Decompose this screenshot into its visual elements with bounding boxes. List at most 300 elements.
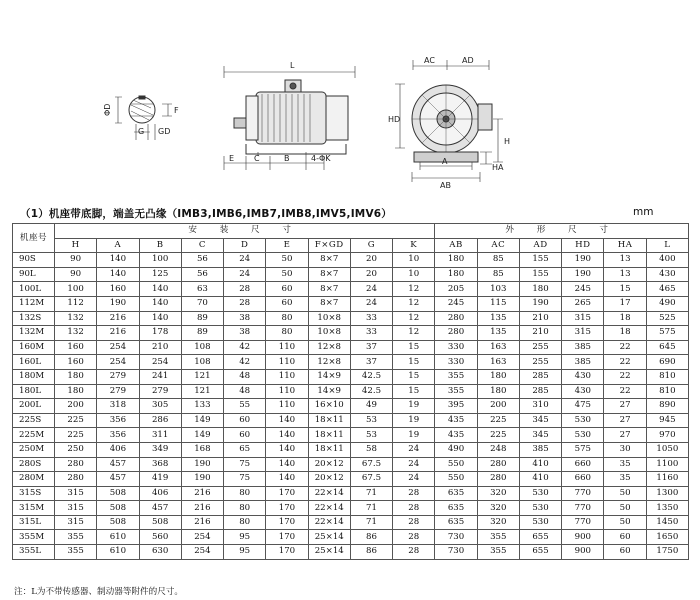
table-cell: 315 — [562, 311, 604, 326]
table-cell: 180 — [55, 369, 97, 384]
table-cell: 178 — [139, 326, 181, 341]
label-e: E — [229, 154, 235, 163]
table-cell: 65 — [224, 442, 266, 457]
table-cell: 38 — [224, 326, 266, 341]
table-cell: 24 — [224, 253, 266, 268]
table-cell: 190 — [181, 472, 223, 487]
column-header: E — [266, 238, 308, 253]
table-row — [13, 545, 689, 560]
table-cell: 53 — [350, 413, 392, 428]
label-gd: GD — [158, 127, 171, 136]
table-cell: 320 — [477, 501, 519, 516]
model-cell: 132S — [13, 311, 55, 326]
table-row — [13, 457, 689, 472]
column-header: HA — [604, 238, 646, 253]
label-ha: HA — [492, 163, 504, 172]
column-header: HD — [562, 238, 604, 253]
table-cell: 1160 — [646, 472, 688, 487]
table-cell: 140 — [266, 472, 308, 487]
table-cell: 18 — [604, 326, 646, 341]
column-header: B — [139, 238, 181, 253]
table-cell: 200 — [477, 399, 519, 414]
table-cell: 900 — [562, 530, 604, 545]
table-cell: 80 — [224, 515, 266, 530]
table-cell: 945 — [646, 413, 688, 428]
table-cell: 490 — [646, 296, 688, 311]
table-cell: 318 — [97, 399, 139, 414]
table-cell: 210 — [139, 340, 181, 355]
table-cell: 56 — [181, 253, 223, 268]
table-cell: 12 — [393, 296, 435, 311]
table-cell: 17 — [604, 296, 646, 311]
table-cell: 60 — [224, 413, 266, 428]
table-cell: 24 — [393, 457, 435, 472]
table-cell: 610 — [97, 545, 139, 560]
table-cell: 355 — [477, 530, 519, 545]
table-cell: 37 — [350, 340, 392, 355]
table-cell: 80 — [224, 501, 266, 516]
table-cell: 355 — [435, 384, 477, 399]
table-cell: 660 — [562, 472, 604, 487]
table-cell: 530 — [519, 486, 561, 501]
table-cell: 435 — [435, 428, 477, 443]
table-cell: 180 — [435, 267, 477, 282]
label-hd: HD — [388, 115, 401, 124]
table-cell: 265 — [562, 296, 604, 311]
table-cell: 103 — [477, 282, 519, 297]
table-cell: 248 — [477, 442, 519, 457]
table-cell: 22×14 — [308, 515, 350, 530]
table-cell: 508 — [97, 486, 139, 501]
table-cell: 1100 — [646, 457, 688, 472]
table-cell: 95 — [224, 545, 266, 560]
table-cell: 210 — [519, 311, 561, 326]
table-cell: 770 — [562, 501, 604, 516]
table-cell: 530 — [519, 515, 561, 530]
table-cell: 1300 — [646, 486, 688, 501]
table-cell: 71 — [350, 486, 392, 501]
table-cell: 10 — [393, 267, 435, 282]
table-row — [13, 515, 689, 530]
column-header: A — [97, 238, 139, 253]
table-cell: 210 — [519, 326, 561, 341]
column-header: G — [350, 238, 392, 253]
table-cell: 140 — [266, 428, 308, 443]
table-cell: 286 — [139, 413, 181, 428]
table-cell: 108 — [181, 355, 223, 370]
table-cell: 71 — [350, 515, 392, 530]
table-cell: 395 — [435, 399, 477, 414]
table-cell: 254 — [97, 355, 139, 370]
table-row — [13, 486, 689, 501]
table-cell: 435 — [435, 413, 477, 428]
table-cell: 42 — [224, 340, 266, 355]
outline-dimensions-header: 外 形 尺 寸 — [435, 224, 689, 239]
column-header: H — [55, 238, 97, 253]
table-cell: 10 — [393, 253, 435, 268]
table-cell: 28 — [393, 501, 435, 516]
side-view — [224, 66, 355, 170]
label-h: H — [504, 137, 511, 146]
table-cell: 27 — [604, 413, 646, 428]
table-cell: 200 — [55, 399, 97, 414]
table-cell: 385 — [562, 355, 604, 370]
table-cell: 90 — [55, 267, 97, 282]
table-cell: 80 — [266, 326, 308, 341]
table-cell: 190 — [562, 267, 604, 282]
table-cell: 135 — [477, 311, 519, 326]
column-header: C — [181, 238, 223, 253]
table-cell: 1050 — [646, 442, 688, 457]
table-row — [13, 384, 689, 399]
table-cell: 20 — [350, 253, 392, 268]
model-cell: 200L — [13, 399, 55, 414]
table-cell: 8×7 — [308, 267, 350, 282]
model-cell: 355M — [13, 530, 55, 545]
table-cell: 160 — [55, 355, 97, 370]
table-cell: 27 — [604, 428, 646, 443]
table-cell: 8×7 — [308, 296, 350, 311]
table-cell: 575 — [646, 326, 688, 341]
table-cell: 18×11 — [308, 442, 350, 457]
table-cell: 110 — [266, 355, 308, 370]
table-cell: 254 — [181, 545, 223, 560]
table-cell: 15 — [393, 384, 435, 399]
table-cell: 110 — [266, 384, 308, 399]
table-cell: 155 — [519, 253, 561, 268]
model-cell: 355L — [13, 545, 55, 560]
table-cell: 125 — [139, 267, 181, 282]
table-cell: 24 — [393, 472, 435, 487]
table-cell: 170 — [266, 530, 308, 545]
table-cell: 28 — [224, 296, 266, 311]
table-cell: 216 — [97, 311, 139, 326]
table-cell: 12×8 — [308, 340, 350, 355]
table-cell: 25×14 — [308, 530, 350, 545]
table-cell: 770 — [562, 515, 604, 530]
table-cell: 245 — [562, 282, 604, 297]
label-ad: AD — [462, 56, 474, 65]
table-cell: 24 — [350, 296, 392, 311]
table-cell: 345 — [519, 428, 561, 443]
table-cell: 170 — [266, 515, 308, 530]
label-b: B — [284, 154, 290, 163]
table-cell: 255 — [519, 355, 561, 370]
table-cell: 13 — [604, 267, 646, 282]
table-cell: 315 — [562, 326, 604, 341]
table-cell: 121 — [181, 369, 223, 384]
table-cell: 216 — [181, 515, 223, 530]
table-cell: 810 — [646, 384, 688, 399]
table-row — [13, 267, 689, 282]
table-cell: 254 — [97, 340, 139, 355]
table-cell: 60 — [266, 296, 308, 311]
table-row — [13, 501, 689, 516]
table-cell: 95 — [224, 530, 266, 545]
table-cell: 550 — [435, 472, 477, 487]
table-cell: 70 — [181, 296, 223, 311]
table-cell: 60 — [604, 545, 646, 560]
table-cell: 419 — [139, 472, 181, 487]
table-cell: 110 — [266, 399, 308, 414]
table-row — [13, 311, 689, 326]
table-cell: 48 — [224, 384, 266, 399]
model-cell: 180L — [13, 384, 55, 399]
table-cell: 19 — [393, 428, 435, 443]
table-cell: 890 — [646, 399, 688, 414]
table-cell: 19 — [393, 399, 435, 414]
table-cell: 430 — [646, 267, 688, 282]
table-cell: 530 — [562, 413, 604, 428]
label-l: L — [290, 61, 295, 70]
table-cell: 163 — [477, 355, 519, 370]
table-cell: 345 — [519, 413, 561, 428]
table-cell: 280 — [55, 472, 97, 487]
table-cell: 42.5 — [350, 369, 392, 384]
table-cell: 355 — [435, 369, 477, 384]
column-header: AD — [519, 238, 561, 253]
table-cell: 132 — [55, 326, 97, 341]
table-cell: 85 — [477, 267, 519, 282]
table-cell: 430 — [562, 384, 604, 399]
table-cell: 315 — [55, 486, 97, 501]
table-row — [13, 428, 689, 443]
table-row — [13, 413, 689, 428]
table-cell: 280 — [477, 457, 519, 472]
model-cell: 90L — [13, 267, 55, 282]
table-cell: 42 — [224, 355, 266, 370]
table-cell: 180 — [435, 253, 477, 268]
table-cell: 75 — [224, 472, 266, 487]
table-cell: 160 — [97, 282, 139, 297]
table-cell: 330 — [435, 340, 477, 355]
model-cell: 160L — [13, 355, 55, 370]
table-cell: 279 — [97, 384, 139, 399]
table-cell: 30 — [604, 442, 646, 457]
table-cell: 22 — [604, 355, 646, 370]
label-d: ΦD — [103, 103, 112, 116]
table-cell: 55 — [224, 399, 266, 414]
table-cell: 1450 — [646, 515, 688, 530]
table-cell: 140 — [139, 311, 181, 326]
table-cell: 368 — [139, 457, 181, 472]
table-cell: 140 — [97, 267, 139, 282]
model-cell: 180M — [13, 369, 55, 384]
table-cell: 121 — [181, 384, 223, 399]
table-row — [13, 282, 689, 297]
table-cell: 60 — [604, 530, 646, 545]
table-cell: 22×14 — [308, 486, 350, 501]
table-cell: 85 — [477, 253, 519, 268]
table-cell: 86 — [350, 530, 392, 545]
table-cell: 190 — [519, 296, 561, 311]
footnote: 注：L为不带传感器、制动器等附件的尺寸。 — [14, 587, 183, 597]
table-cell: 80 — [224, 486, 266, 501]
table-row — [13, 340, 689, 355]
table-cell: 310 — [519, 399, 561, 414]
table-cell: 355 — [477, 545, 519, 560]
table-cell: 135 — [477, 326, 519, 341]
table-cell: 28 — [224, 282, 266, 297]
table-cell: 279 — [139, 384, 181, 399]
table-cell: 18 — [604, 311, 646, 326]
table-cell: 690 — [646, 355, 688, 370]
table-cell: 12 — [393, 326, 435, 341]
table-cell: 730 — [435, 530, 477, 545]
table-cell: 22 — [604, 340, 646, 355]
table-cell: 12 — [393, 282, 435, 297]
table-row — [13, 399, 689, 414]
table-cell: 245 — [435, 296, 477, 311]
table-cell: 315 — [55, 515, 97, 530]
table-cell: 356 — [97, 428, 139, 443]
label-c: C — [254, 154, 260, 163]
table-cell: 170 — [266, 486, 308, 501]
table-cell: 13 — [604, 253, 646, 268]
table-cell: 508 — [97, 515, 139, 530]
label-a: A — [442, 157, 448, 166]
table-cell: 50 — [604, 515, 646, 530]
table-cell: 28 — [393, 530, 435, 545]
table-cell: 100 — [139, 253, 181, 268]
table-cell: 575 — [562, 442, 604, 457]
column-header: AC — [477, 238, 519, 253]
model-cell: 225S — [13, 413, 55, 428]
model-cell: 250M — [13, 442, 55, 457]
column-header: D — [224, 238, 266, 253]
table-cell: 140 — [97, 253, 139, 268]
table-cell: 24 — [224, 267, 266, 282]
table-body — [13, 253, 689, 559]
table-cell: 385 — [519, 442, 561, 457]
table-cell: 180 — [477, 384, 519, 399]
table-cell: 75 — [224, 457, 266, 472]
table-cell: 86 — [350, 545, 392, 560]
table-cell: 25×14 — [308, 545, 350, 560]
table-cell: 170 — [266, 545, 308, 560]
table-cell: 24 — [350, 282, 392, 297]
table-cell: 190 — [97, 296, 139, 311]
table-cell: 457 — [139, 501, 181, 516]
table-cell: 254 — [181, 530, 223, 545]
column-header: K — [393, 238, 435, 253]
table-cell: 311 — [139, 428, 181, 443]
table-cell: 33 — [350, 326, 392, 341]
table-cell: 280 — [435, 326, 477, 341]
table-cell: 14×9 — [308, 369, 350, 384]
table-cell: 90 — [55, 253, 97, 268]
table-cell: 140 — [139, 282, 181, 297]
install-dimensions-header: 安 装 尺 寸 — [55, 224, 435, 239]
table-cell: 770 — [562, 486, 604, 501]
table-cell: 67.5 — [350, 457, 392, 472]
table-cell: 216 — [181, 501, 223, 516]
label-ac: AC — [424, 56, 435, 65]
table-row — [13, 369, 689, 384]
table-cell: 385 — [562, 340, 604, 355]
table-cell: 38 — [224, 311, 266, 326]
table-cell: 730 — [435, 545, 477, 560]
table-cell: 475 — [562, 399, 604, 414]
table-cell: 50 — [266, 253, 308, 268]
model-cell: 225M — [13, 428, 55, 443]
table-cell: 355 — [55, 545, 97, 560]
table-cell: 42.5 — [350, 384, 392, 399]
table-cell: 355 — [55, 530, 97, 545]
table-cell: 163 — [477, 340, 519, 355]
model-cell: 315M — [13, 501, 55, 516]
table-cell: 655 — [519, 530, 561, 545]
table-cell: 140 — [266, 442, 308, 457]
table-cell: 89 — [181, 311, 223, 326]
table-cell: 660 — [562, 457, 604, 472]
table-cell: 285 — [519, 384, 561, 399]
table-cell: 1350 — [646, 501, 688, 516]
table-cell: 63 — [181, 282, 223, 297]
dimension-table — [12, 223, 689, 560]
model-cell: 315L — [13, 515, 55, 530]
table-cell: 225 — [55, 428, 97, 443]
model-cell: 280M — [13, 472, 55, 487]
table-cell: 140 — [139, 296, 181, 311]
table-row — [13, 472, 689, 487]
column-header: L — [646, 238, 688, 253]
table-cell: 28 — [393, 515, 435, 530]
table-cell: 22 — [604, 369, 646, 384]
table-cell: 635 — [435, 501, 477, 516]
table-cell: 149 — [181, 413, 223, 428]
table-cell: 225 — [55, 413, 97, 428]
table-cell: 254 — [139, 355, 181, 370]
table-cell: 115 — [477, 296, 519, 311]
table-cell: 279 — [97, 369, 139, 384]
table-cell: 60 — [224, 428, 266, 443]
table-cell: 37 — [350, 355, 392, 370]
table-cell: 140 — [266, 457, 308, 472]
table-cell: 168 — [181, 442, 223, 457]
table-cell: 315 — [55, 501, 97, 516]
table-cell: 508 — [139, 515, 181, 530]
table-cell: 35 — [604, 472, 646, 487]
label-g: G — [138, 127, 145, 136]
front-view — [395, 60, 503, 182]
table-cell: 280 — [477, 472, 519, 487]
table-cell: 20×12 — [308, 457, 350, 472]
table-cell: 50 — [266, 267, 308, 282]
table-cell: 205 — [435, 282, 477, 297]
table-cell: 1650 — [646, 530, 688, 545]
table-cell: 71 — [350, 501, 392, 516]
label-ab: AB — [440, 181, 451, 190]
table-cell: 810 — [646, 369, 688, 384]
table-cell: 530 — [562, 428, 604, 443]
table-cell: 20×12 — [308, 472, 350, 487]
table-cell: 16×10 — [308, 399, 350, 414]
table-cell: 53 — [350, 428, 392, 443]
dimension-drawing — [0, 0, 700, 200]
table-cell: 655 — [519, 545, 561, 560]
table-cell: 530 — [519, 501, 561, 516]
table-cell: 457 — [97, 472, 139, 487]
table-cell: 112 — [55, 296, 97, 311]
table-cell: 19 — [393, 413, 435, 428]
table-cell: 170 — [266, 501, 308, 516]
table-column-header-row — [13, 238, 689, 253]
table-cell: 465 — [646, 282, 688, 297]
table-cell: 24 — [393, 442, 435, 457]
label-f: F — [174, 106, 179, 115]
table-cell: 8×7 — [308, 253, 350, 268]
